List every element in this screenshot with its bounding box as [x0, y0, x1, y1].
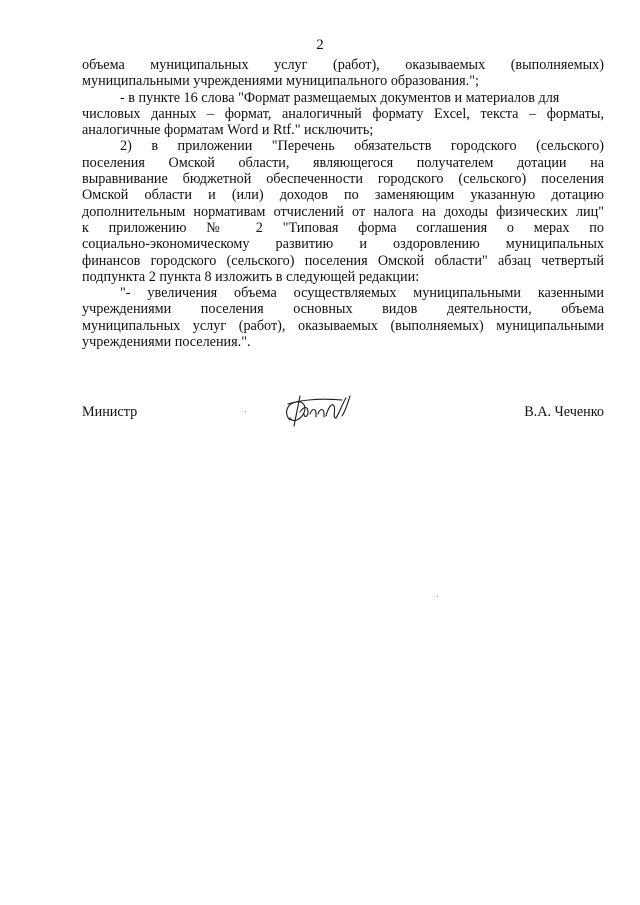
text-line: 2) в приложении "Перечень обязательств городского (сельского) [120, 138, 604, 155]
scan-speck [245, 411, 246, 412]
text-line: муниципальными учреждениями муниципального образования."; [82, 73, 479, 90]
page-number: 2 [316, 37, 324, 53]
text-line: числовых данных – формат, аналогичный формату Excel, текста – форматы, [82, 105, 604, 122]
text-line: "- увеличения объема осуществляемых муниципальными казенными [120, 285, 604, 302]
handwritten-signature [280, 390, 360, 432]
text-line: объема муниципальных услуг (работ), оказываемых (выполняемых) [82, 57, 604, 73]
text-line: Омской области и (или) доходов по заменяющим указанную дотацию [82, 187, 604, 204]
text-line: дополнительным нормативам отчислений от налога на доходы физических лиц" [82, 203, 604, 220]
text-line: учреждениями поселения основных видов деятельности, объема [82, 301, 604, 318]
text-line: подпункта 2 пункта 8 изложить в следующей редакции: [82, 268, 420, 285]
document-body [82, 57, 604, 350]
text-line: финансов городского (сельского) поселения Омской области" абзац четвертый [82, 252, 604, 269]
text-line: выравнивание бюджетной обеспеченности городского (сельского) поселения [82, 171, 604, 188]
text-line: социально-экономическому развитию и оздоровлению муниципальных [82, 236, 604, 253]
signatory-name: В.А. Чеченко [524, 404, 604, 420]
text-line: к приложению № 2 "Типовая форма соглашения о мерах по [82, 219, 604, 236]
text-line: аналогичные форматам Word и Rtf." исключить; [82, 122, 374, 139]
text-line: поселения Омской области, являющегося получателем дотации на [82, 154, 604, 171]
text-line: муниципальных услуг (работ), оказываемых (выполняемых) муниципальными [82, 317, 604, 334]
signature-block [82, 390, 604, 430]
signatory-title: Министр [82, 404, 138, 420]
scan-speck [437, 596, 438, 597]
text-line: учреждениями поселения.". [82, 334, 251, 351]
text-line: - в пункте 16 слова "Формат размещаемых документов и материалов для [120, 89, 560, 106]
